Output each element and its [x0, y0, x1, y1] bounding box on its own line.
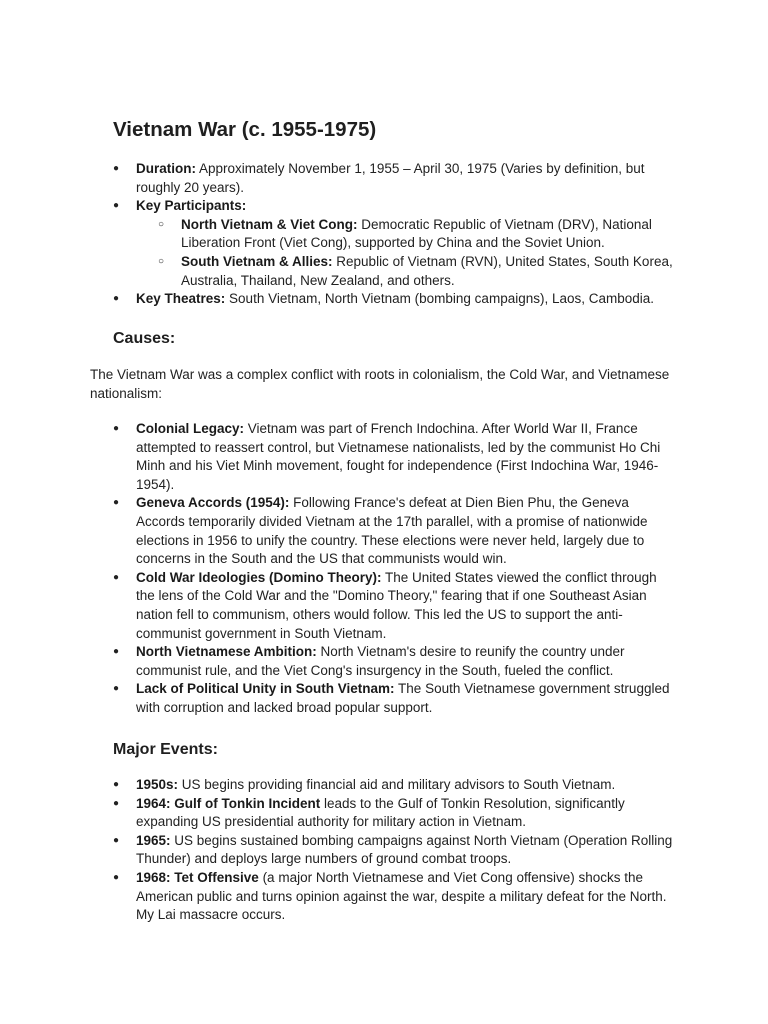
item-text: US begins sustained bombing campaigns against North Vietnam (Operation Rolling Thunder) and deploys large numbers of ground combat troops.: [136, 832, 673, 867]
item-label: South Vietnam & Allies:: [181, 253, 333, 269]
item-text: leads to the Gulf of Tonkin Resolution, significantly expanding US presidential authority for military action in Vietnam.: [136, 795, 625, 830]
item-text: Democratic Republic of Vietnam (DRV), National Liberation Front (Viet Cong), supported by China and the Soviet Union.: [181, 216, 652, 251]
item-label: 1968: Tet Offensive: [136, 869, 259, 885]
list-item: [113, 643, 678, 680]
document-title: Vietnam War (c. 1955-1975): [113, 118, 377, 141]
item-text: South Vietnam, North Vietnam (bombing campaigns), Laos, Cambodia.: [225, 291, 655, 307]
major-events-heading: Major Events:: [113, 741, 218, 758]
item-text: Following France's defeat at Dien Bien Phu, the Geneva Accords temporarily divided Vietnam at the 17th parallel, with a promise of nationwide elections in 1956 to unify the country. These elections were never held, largely due to concerns in the South and the US that communists would win.: [136, 495, 648, 567]
list-item-key-participants: [113, 197, 673, 290]
item-text: The United States viewed the conflict through the lens of the Cold War and the "Domino Theory," fearing that if one Southeast Asian nation fell to communism, others would follow. This led the US to support the anti-communist government in South Vietnam.: [136, 569, 657, 641]
item-label: Duration:: [136, 161, 196, 176]
list-item: [113, 776, 683, 795]
list-item: [113, 420, 678, 494]
participants-sublist: [136, 216, 673, 290]
item-label: Key Participants:: [136, 198, 247, 214]
list-item-key-theatres: [113, 290, 673, 309]
item-text: Approximately November 1, 1955 – April 30, 1975 (Varies by definition, but roughly 20 years).: [136, 161, 645, 195]
item-text: (a major North Vietnamese and Viet Cong offensive) shocks the American public and turns opinion against the war, despite a military defeat for the North. My Lai massacre occurs.: [136, 869, 667, 923]
causes-list: [113, 420, 678, 718]
item-label: Key Theatres:: [136, 291, 226, 307]
causes-heading: Causes:: [113, 330, 176, 347]
item-text: US begins providing financial aid and military advisors to South Vietnam.: [178, 777, 616, 792]
item-label: 1964: Gulf of Tonkin Incident: [136, 795, 321, 811]
list-item: [113, 869, 683, 925]
sublist-item-north: [136, 216, 673, 253]
item-label: Geneva Accords (1954):: [136, 495, 290, 511]
list-item: [113, 494, 678, 568]
list-item: [113, 832, 683, 869]
list-item: [113, 569, 678, 643]
item-text: Republic of Vietnam (RVN), United States, South Korea, Australia, Thailand, New Zealand, and others.: [181, 253, 673, 288]
item-label: North Vietnam & Viet Cong:: [181, 216, 358, 232]
list-item: [113, 795, 683, 832]
list-item: [113, 680, 678, 717]
item-label: North Vietnamese Ambition:: [136, 644, 317, 660]
item-label: Colonial Legacy:: [136, 421, 245, 436]
item-text: The South Vietnamese government struggled with corruption and lacked broad popular support.: [136, 681, 670, 715]
item-text: Vietnam was part of French Indochina. After World War II, France attempted to reassert control, but Vietnamese nationalists, led by the communist Ho Chi Minh and his Viet Minh movement, fought for independence (First Indochina War, 1946-1954).: [136, 421, 661, 492]
item-label: 1965:: [136, 832, 171, 848]
item-label: Lack of Political Unity in South Vietnam:: [136, 681, 395, 697]
item-label: 1950s:: [136, 777, 179, 792]
summary-list: [113, 160, 673, 309]
events-list: [113, 776, 683, 925]
causes-intro: The Vietnam War was a complex conflict with roots in colonialism, the Cold War, and Vietnamese nationalism:: [90, 367, 670, 401]
list-item-duration: [113, 160, 673, 197]
item-label: Cold War Ideologies (Domino Theory):: [136, 569, 382, 585]
item-text: North Vietnam's desire to reunify the country under communist rule, and the Viet Cong's insurgency in the South, fueled the conflict.: [136, 644, 625, 678]
sublist-item-south: [136, 253, 673, 290]
